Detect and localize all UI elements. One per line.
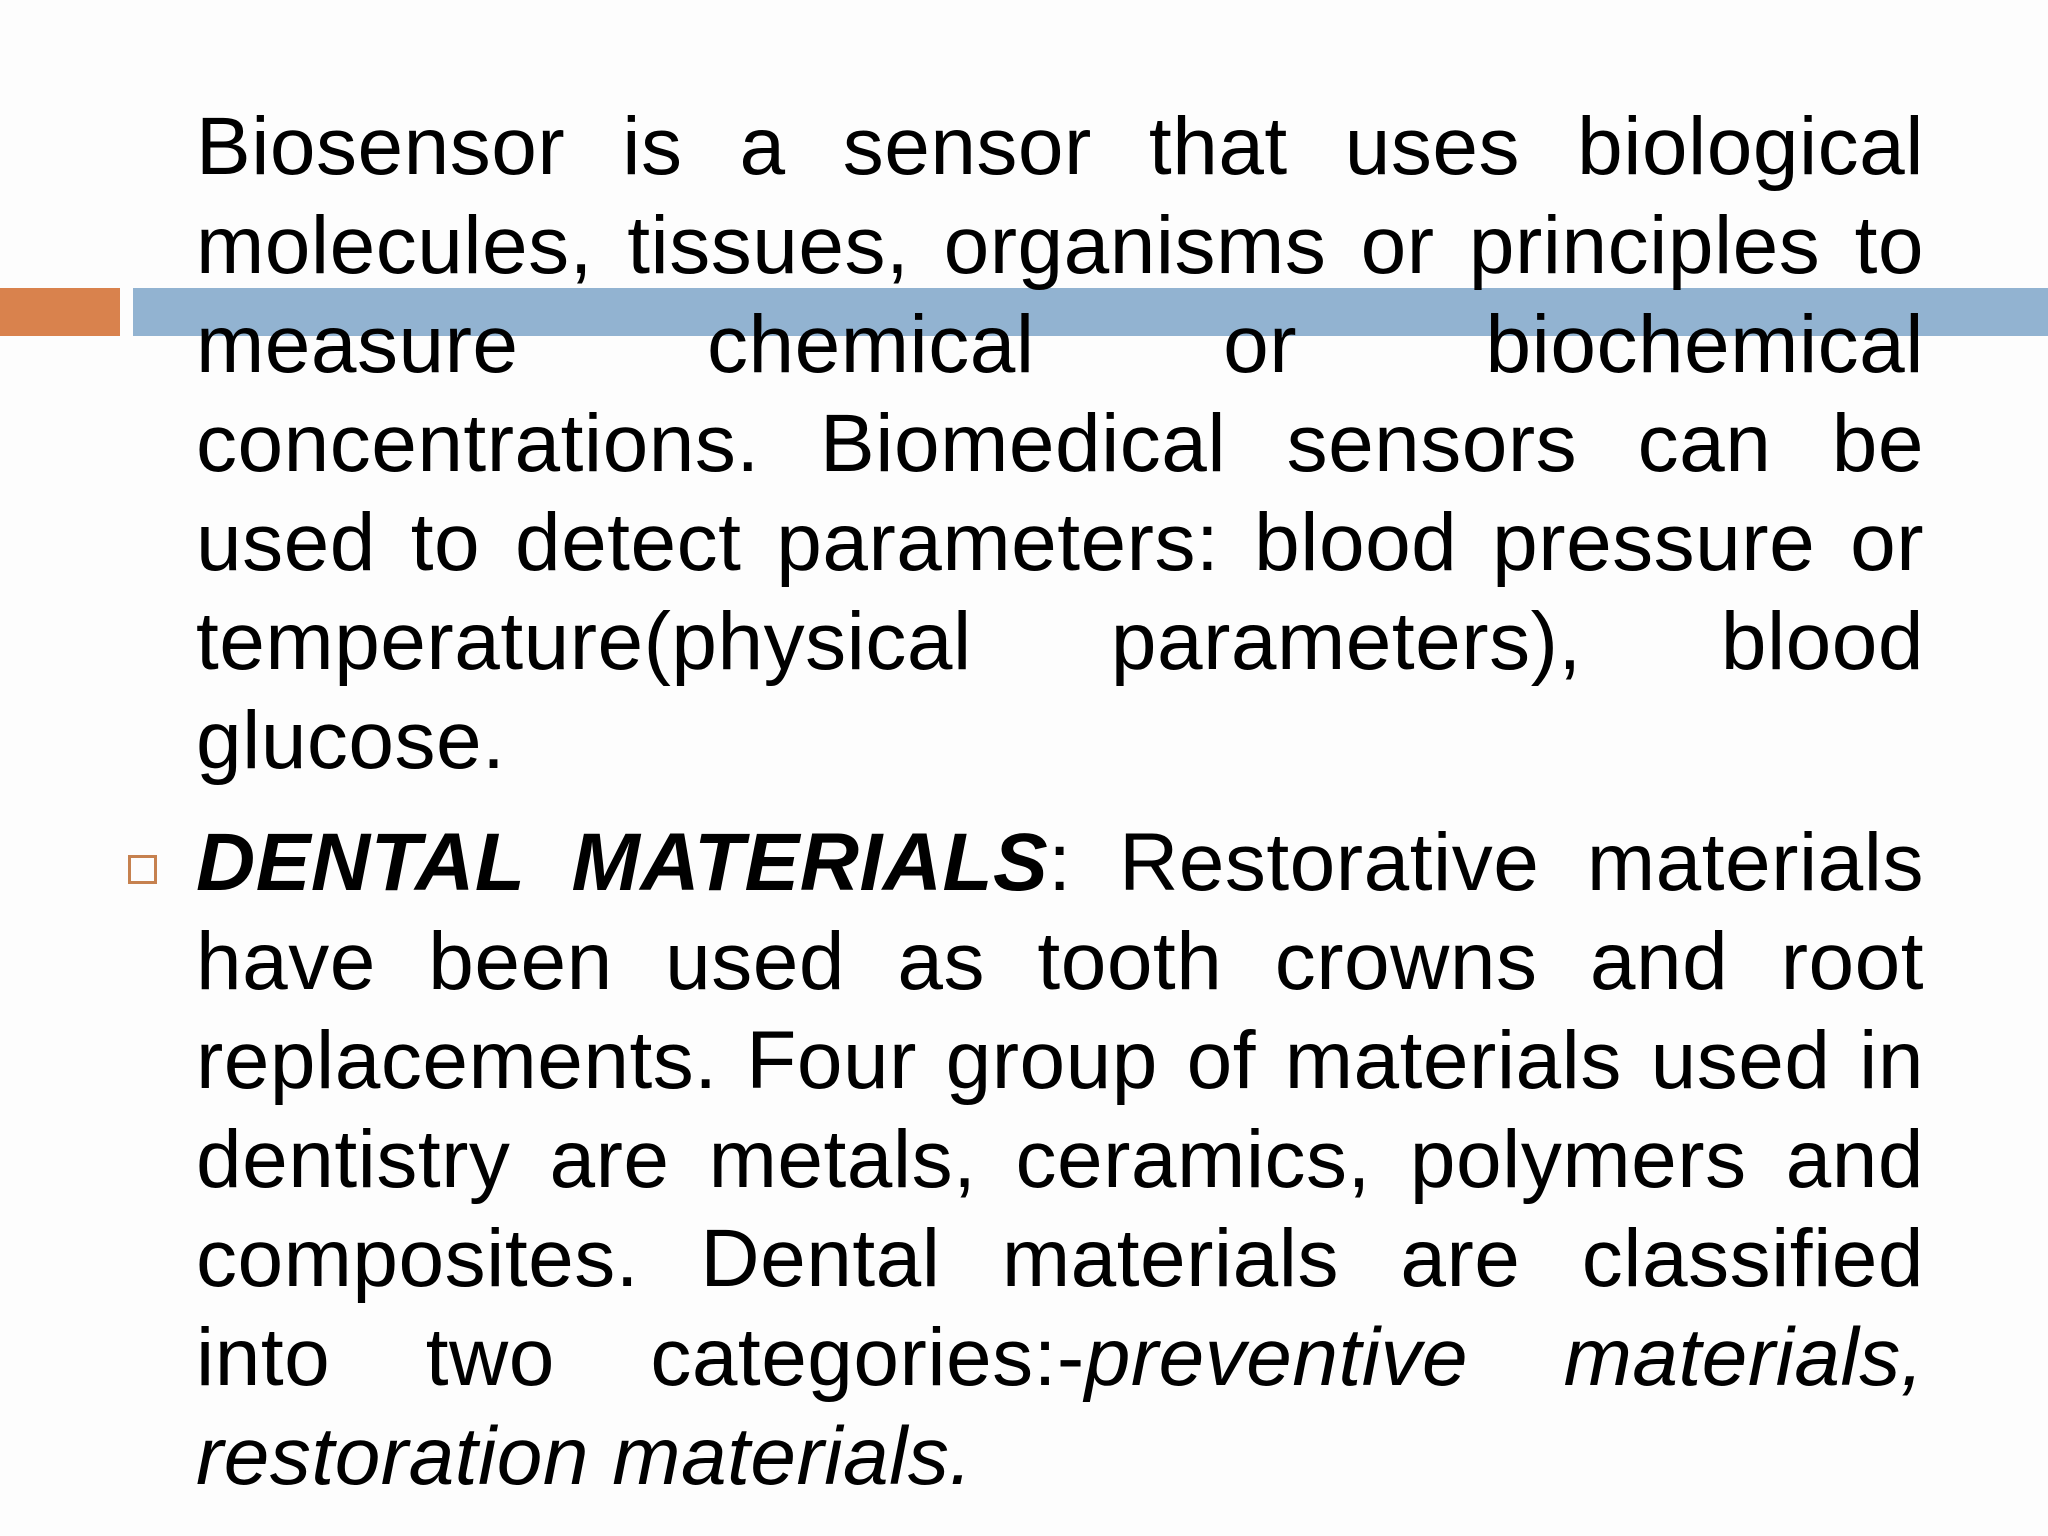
dental-materials-paragraph <box>196 813 1924 1506</box>
dental-materials-text: : Restorative materials have been used as tooth crowns and root replacements. Four group of materials used in dentistry are metals, ceramics, polymers and composites. Dental materials are classified into two categories:- <box>196 817 1924 1403</box>
dental-materials-heading: DENTAL MATERIALS <box>196 817 1049 908</box>
hollow-square-bullet-icon <box>128 855 157 884</box>
accent-bar-orange <box>0 288 120 336</box>
biosensor-text: Biosensor is a sensor that uses biological molecules, tissues, organisms or principles to measure chemical or biochemical concentrations. Biomedical sensors can be used to detect parameters: blood pressure or temperature(physical parameters), blood glucose. <box>196 101 1924 786</box>
dental-materials-categories: preventive materials, restoration materials. <box>196 1312 1924 1502</box>
biosensor-paragraph <box>196 97 1924 790</box>
